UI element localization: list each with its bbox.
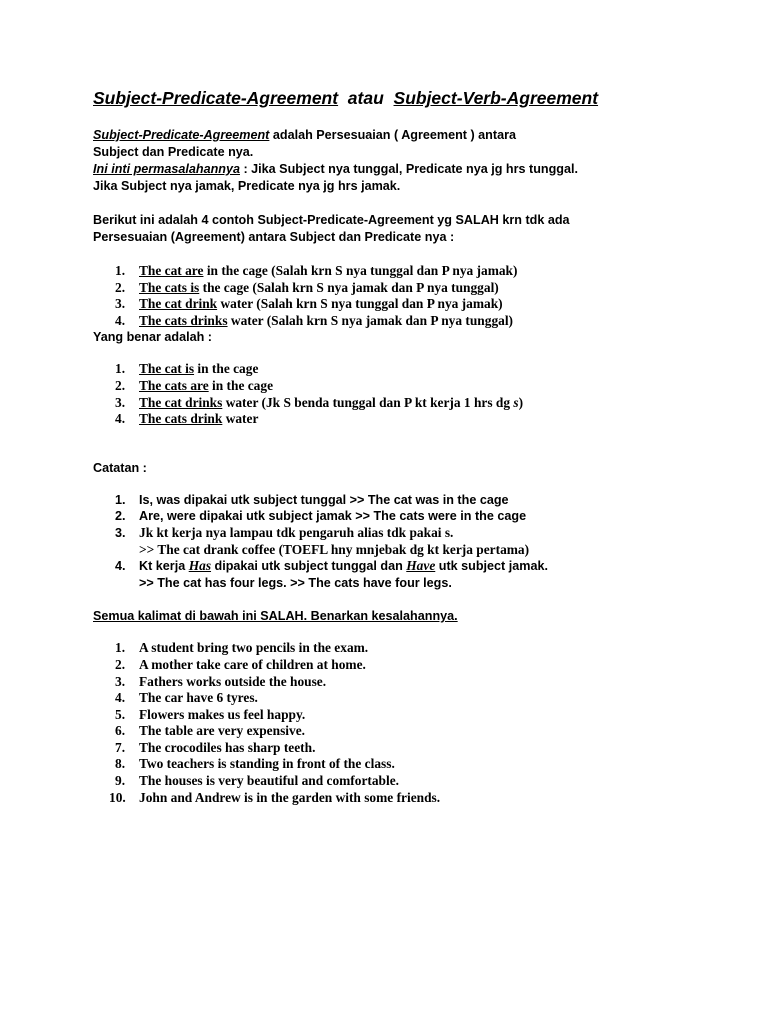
- intro-core-term: Ini inti permasalahannya: [93, 162, 240, 176]
- title-part2: Subject-Verb-Agreement: [393, 88, 599, 108]
- list-item: 1. Is, was dipakai utk subject tunggal >> The cat was in the cage: [115, 492, 509, 507]
- note-4-continuation: >> The cat has four legs. >> The cats have four legs.: [139, 575, 452, 590]
- page-title: [93, 88, 733, 109]
- wrong-intro-line1: Berikut ini adalah 4 contoh Subject-Predicate-Agreement yg SALAH krn tdk ada: [93, 213, 570, 227]
- list-item: 8. Two teachers is standing in front of the class.: [115, 756, 395, 772]
- list-item: 5. Flowers makes us feel happy.: [115, 706, 306, 722]
- list-item: 4. The cats drinks water (Salah krn S nya jamak dan P nya tunggal): [115, 312, 514, 328]
- list-item: 6. The table are very expensive.: [115, 723, 305, 739]
- list-item: 2. Are, were dipakai utk subject jamak >> The cats were in the cage: [115, 509, 527, 524]
- list-item: 4. The car have 6 tyres.: [115, 690, 258, 706]
- list-item: 4. Kt kerja Has dipakai utk subject tunggal dan Have utk subject jamak.: [115, 558, 548, 574]
- intro-line4: Jika Subject nya jamak, Predicate nya jg hrs jamak.: [93, 179, 401, 193]
- list-item: 1. A student bring two pencils in the exam.: [115, 640, 369, 656]
- wrong-examples-list: [93, 263, 733, 329]
- list-item: 3. The cat drink water (Salah krn S nya tunggal dan P nya jamak): [115, 296, 503, 312]
- wrong-intro-line2: Persesuaian (Agreement) antara Subject dan Predicate nya :: [93, 230, 455, 244]
- note-3-continuation: >> The cat drank coffee (TOEFL hny mnjebak dg kt kerja pertama): [139, 541, 530, 557]
- intro-paragraph: [93, 127, 733, 195]
- document-page: [93, 88, 733, 806]
- list-item: 1. The cat are in the cage (Salah krn S nya tunggal dan P nya jamak): [115, 263, 518, 278]
- list-item: 2. The cats is the cage (Salah krn S nya jamak dan P nya tunggal): [115, 279, 499, 295]
- list-item: 3. Fathers works outside the house.: [115, 673, 327, 689]
- correct-label: Yang benar adalah :: [93, 330, 212, 345]
- exercise-label: Semua kalimat di bawah ini SALAH. Benarkan kesalahannya.: [93, 609, 458, 624]
- notes-list: [93, 492, 733, 542]
- list-item: 1. The cat is in the cage: [115, 361, 259, 377]
- intro-term: Subject-Predicate-Agreement: [93, 128, 270, 142]
- wrong-intro-paragraph: [93, 212, 733, 246]
- list-item: 3. The cat drinks water (Jk S benda tunggal dan P kt kerja 1 hrs dg s): [115, 394, 524, 410]
- title-part1: Subject-Predicate-Agreement: [93, 88, 339, 108]
- exercise-list: [93, 640, 733, 806]
- intro-line2: Subject dan Predicate nya.: [93, 145, 254, 159]
- intro-line1-rest: adalah Persesuaian ( Agreement ) antara: [269, 128, 516, 142]
- intro-core-rest: : Jika Subject nya tunggal, Predicate nya jg hrs tunggal.: [239, 162, 578, 176]
- list-item: 7. The crocodiles has sharp teeth.: [115, 739, 316, 755]
- list-item: 3. Jk kt kerja nya lampau tdk pengaruh alias tdk pakai s.: [115, 524, 454, 540]
- list-item: 9. The houses is very beautiful and comfortable.: [115, 773, 400, 789]
- list-item: 10. John and Andrew is in the garden with some friends.: [109, 789, 441, 805]
- correct-examples-list: [93, 361, 733, 427]
- list-item: 2. A mother take care of children at home.: [115, 656, 366, 672]
- list-item: 4. The cats drink water: [115, 411, 259, 427]
- list-item: 2. The cats are in the cage: [115, 377, 274, 393]
- title-mid: atau: [338, 88, 394, 108]
- notes-label: Catatan :: [93, 460, 147, 475]
- notes-list-cont: [93, 558, 733, 575]
